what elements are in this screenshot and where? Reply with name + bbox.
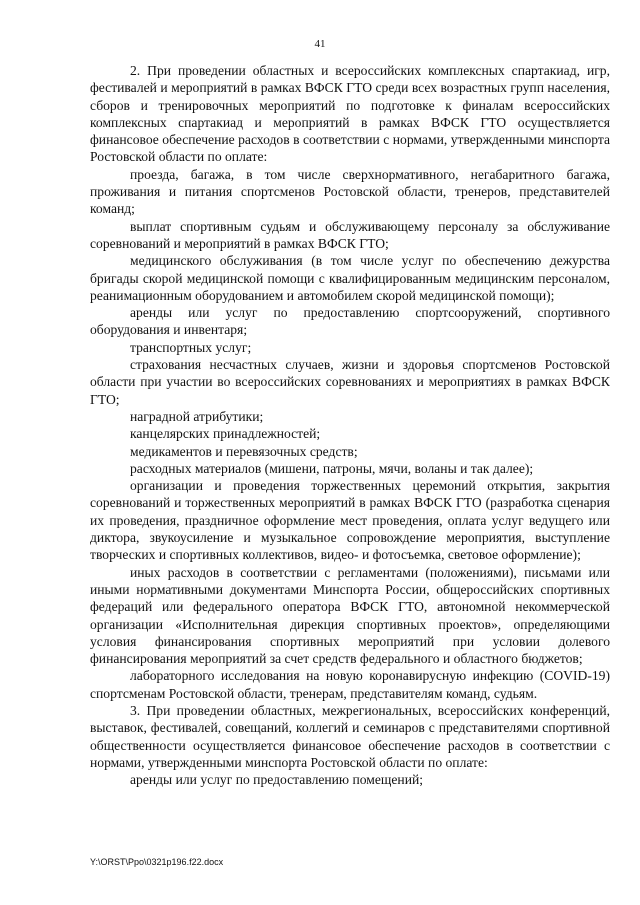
paragraph: 3. При проведении областных, межрегиональных, всероссийских конференций, выставок, фестивалей, совещаний, коллегий и семинаров с представителями спортивной общественности осуществляется финансовое обеспечение расходов в соответствии с нормами, утвержденными минспорта Ростовской области по оплате: — [90, 702, 610, 770]
paragraph: 2. При проведении областных и всероссийских комплексных спартакиад, игр, фестивалей и мероприятий в рамках ВФСК ГТО среди всех возрастных групп населения, сборов и тренировочных мероприятий по подготовке к финалам всероссийских комплексных спартакиад и мероприятий в рамках ВФСК ГТО осуществляется финансовое обеспечение расходов в соответствии с нормами, утвержденными минспорта Ростовской области по оплате: — [90, 63, 610, 165]
file-path-footer: Y:\ORST\Ppo\0321p196.f22.docx — [90, 857, 224, 867]
paragraph: лабораторного исследования на новую коронавирусную инфекцию (COVID-19) спортсменам Ростовской области, тренерам, представителям команд, судьям. — [90, 668, 610, 701]
paragraph: медикаментов и перевязочных средств; — [130, 443, 358, 459]
paragraph: аренды или услуг по предоставлению помещений; — [130, 772, 424, 788]
paragraph: страхования несчастных случаев, жизни и здоровья спортсменов Ростовской области при участии во всероссийских соревнованиях и мероприятиях в рамках ВФСК ГТО; — [90, 357, 610, 407]
paragraph: проезда, багажа, в том числе сверхнормативного, негабаритного багажа, проживания и питания спортсменов Ростовской области, тренеров, представителей команд; — [90, 166, 610, 217]
paragraph: расходных материалов (мишени, патроны, мячи, воланы и так далее); — [130, 460, 534, 476]
paragraph: канцелярских принадлежностей; — [130, 426, 321, 442]
document-body — [90, 62, 610, 788]
paragraph: иных расходов в соответствии с регламентами (положениями), письмами или иными нормативными документами Минспорта России, общероссийских спортивных федераций или федерального оператора ВФСК ГТО, автономной некоммерческой организации «Исполнительная дирекция спортивных проектов», определяющими условия финансирования спортивных мероприятий при условии долевого финансирования мероприятий за счет средств федерального и областного бюджетов; — [90, 564, 610, 667]
paragraph: аренды или услуг по предоставлению спортсооружений, спортивного оборудования и инвентаря; — [90, 305, 610, 338]
paragraph: организации и проведения торжественных церемоний открытия, закрытия соревнований и торжественных мероприятий в рамках ВФСК ГТО (разработка сценария их проведения, праздничное оформление мест проведения, оплата услуг ведущего или диктора, звукоусиление и музыкальное сопровождение мероприятия, выступление творческих и спортивных коллективов, видео- и фотосъемка, световое оформление); — [90, 478, 610, 563]
page-number: 41 — [314, 38, 326, 50]
paragraph: наградной атрибутики; — [130, 408, 264, 424]
paragraph: медицинского обслуживания (в том числе услуг по обеспечению дежурства бригады скорой медицинской помощи с квалифицированным медицинским персоналом, реанимационным оборудованием и автомобилем скорой медицинской помощи); — [90, 253, 610, 303]
paragraph: транспортных услуг; — [130, 339, 252, 355]
paragraph: выплат спортивным судьям и обслуживающему персоналу за обслуживание соревнований и мероприятий в рамках ВФСК ГТО; — [90, 218, 610, 251]
